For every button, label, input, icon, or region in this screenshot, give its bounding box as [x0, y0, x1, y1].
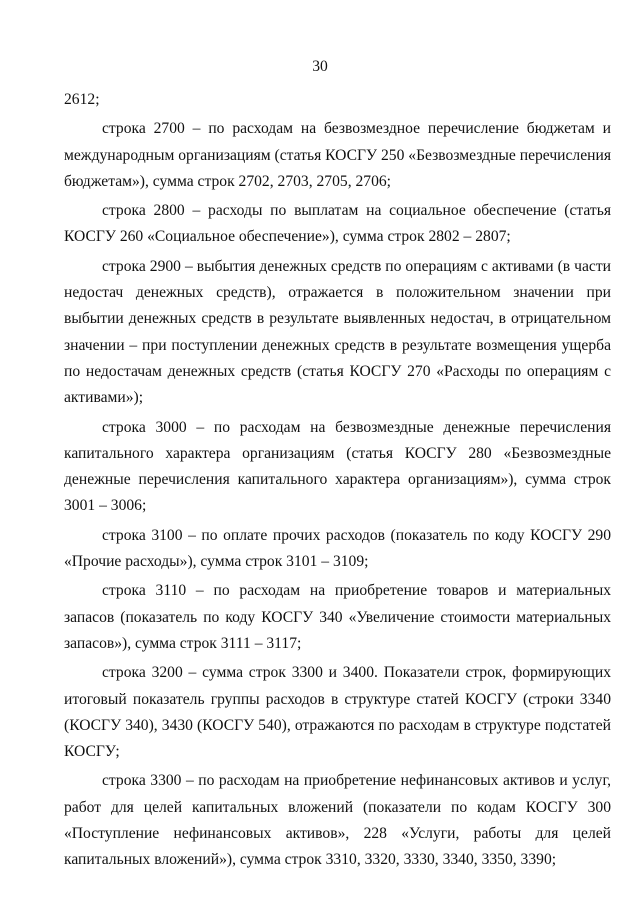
paragraph-line-2700: строка 2700 – по расходам на безвозмездное перечисление бюджетам и международным организациям (статья КОСГУ 250 «Безвозмездные перечисления бюджетам»), сумма строк 2702, 2703, 2705, 2706; — [64, 120, 611, 190]
document-body — [64, 87, 611, 874]
paragraph-line-2900: строка 2900 – выбытия денежных средств по операциям с активами (в части недостач денежных средств), отражается в положительном значении при выбытии денежных средств в результате выявленных недостач, в отрицательном значении – при поступлении денежных средств в результате возмещения ущерба по недостачам денежных средств (статья КОСГУ 270 «Расходы по операциям с активами»); — [64, 257, 611, 407]
paragraph-line-3200: строка 3200 – сумма строк 3300 и 3400. Показатели строк, формирующих итоговый показатель группы расходов в структуре статей КОСГУ (строки 3340 (КОСГУ 340), 3430 (КОСГУ 540), отражаются по расходам в структуре подстатей КОСГУ; — [64, 664, 611, 761]
paragraph-line-3110: строка 3110 – по расходам на приобретение товаров и материальных запасов (показатель по коду КОСГУ 340 «Увеличение стоимости материальных запасов»), сумма строк 3111 – 3117; — [64, 582, 611, 652]
paragraph-line-2800: строка 2800 – расходы по выплатам на социальное обеспечение (статья КОСГУ 260 «Социальное обеспечение»), сумма строк 2802 – 2807; — [64, 202, 611, 246]
paragraph-continuation: 2612; — [64, 91, 100, 108]
paragraph-line-3300: строка 3300 – по расходам на приобретение нефинансовых активов и услуг, работ для целей капитальных вложений (показатели по кодам КОСГУ 300 «Поступление нефинансовых активов», 228 «Услуги, работы для целей капитальных вложений»), сумма строк 3310, 3320, 3330, 3340, 3350, 3390; — [64, 772, 611, 869]
paragraph-line-3000: строка 3000 – по расходам на безвозмездные денежные перечисления капитального характера организациям (статья КОСГУ 280 «Безвозмездные денежные перечисления капитального характера организациям»), сумма строк 3001 – 3006; — [64, 418, 611, 515]
paragraph-line-3100: строка 3100 – по оплате прочих расходов (показатель по коду КОСГУ 290 «Прочие расходы»), сумма строк 3101 – 3109; — [64, 526, 611, 571]
page-number: 30 — [312, 58, 328, 75]
